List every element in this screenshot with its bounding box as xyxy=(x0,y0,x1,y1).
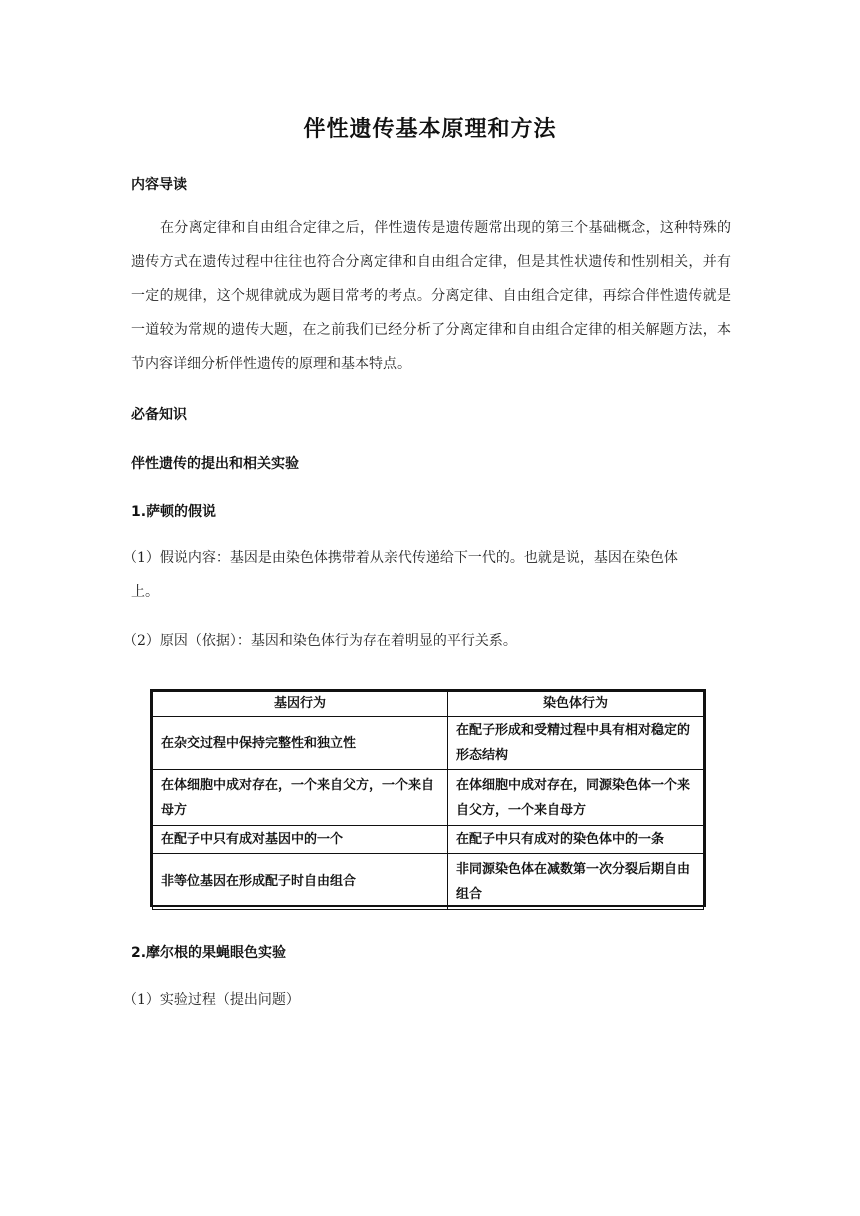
table-header-gene: 基因行为 xyxy=(153,692,448,717)
subsection-heading: 伴性遗传的提出和相关实验 xyxy=(131,456,299,472)
table-cell: 非同源染色体在减数第一次分裂后期自由组合 xyxy=(448,854,704,910)
table-cell: 在配子形成和受精过程中具有相对稳定的形态结构 xyxy=(448,717,704,770)
intro-paragraph: 在分离定律和自由组合定律之后，伴性遗传是遗传题常出现的第三个基础概念，这种特殊的遗传方式在遗传过程中往往也符合分离定律和自由组合定律，但是其性状遗传和性别相关，并有一定的规律，这个规律就成为题目常考的考点。分离定律、自由组合定律，再综合伴性遗传就是一道较为常规的遗传大题，在之前我们已经分析了分离定律和自由组合定律的相关解题方法，本节内容详细分析伴性遗传的原理和基本特点。 xyxy=(131,220,731,372)
table-cell: 在体细胞中成对存在，一个来自父方，一个来自母方 xyxy=(153,770,448,826)
point2-heading: 2.摩尔根的果蝇眼色实验 xyxy=(131,945,287,961)
page-title: 伴性遗传基本原理和方法 xyxy=(303,117,557,142)
point1-item2: （2）原因（依据）：基因和染色体行为存在着明显的平行关系。 xyxy=(123,633,517,649)
table-header-chromosome: 染色体行为 xyxy=(448,692,704,717)
point1-heading: 1.萨顿的假说 xyxy=(131,504,217,520)
gene-chromosome-table xyxy=(150,689,706,907)
point1-item1-line1: （1）假说内容：基因是由染色体携带着从亲代传递给下一代的。也就是说，基因在染色体 xyxy=(123,550,678,566)
table-cell: 非等位基因在形成配子时自由组合 xyxy=(153,854,448,910)
table-row xyxy=(153,826,704,854)
table-row xyxy=(153,854,704,910)
point2-item1: （1）实验过程（提出问题） xyxy=(123,992,300,1008)
section-heading-intro: 内容导读 xyxy=(131,177,187,193)
table-header-row xyxy=(153,692,704,717)
table-cell: 在杂交过程中保持完整性和独立性 xyxy=(153,717,448,770)
table-cell: 在配子中只有成对的染色体中的一条 xyxy=(448,826,704,854)
table-row xyxy=(153,717,704,770)
table-cell: 在配子中只有成对基因中的一个 xyxy=(153,826,448,854)
point1-item1-line2: 上。 xyxy=(131,584,159,600)
table-row xyxy=(153,770,704,826)
table-cell: 在体细胞中成对存在，同源染色体一个来自父方，一个来自母方 xyxy=(448,770,704,826)
section-heading-knowledge: 必备知识 xyxy=(131,407,187,423)
